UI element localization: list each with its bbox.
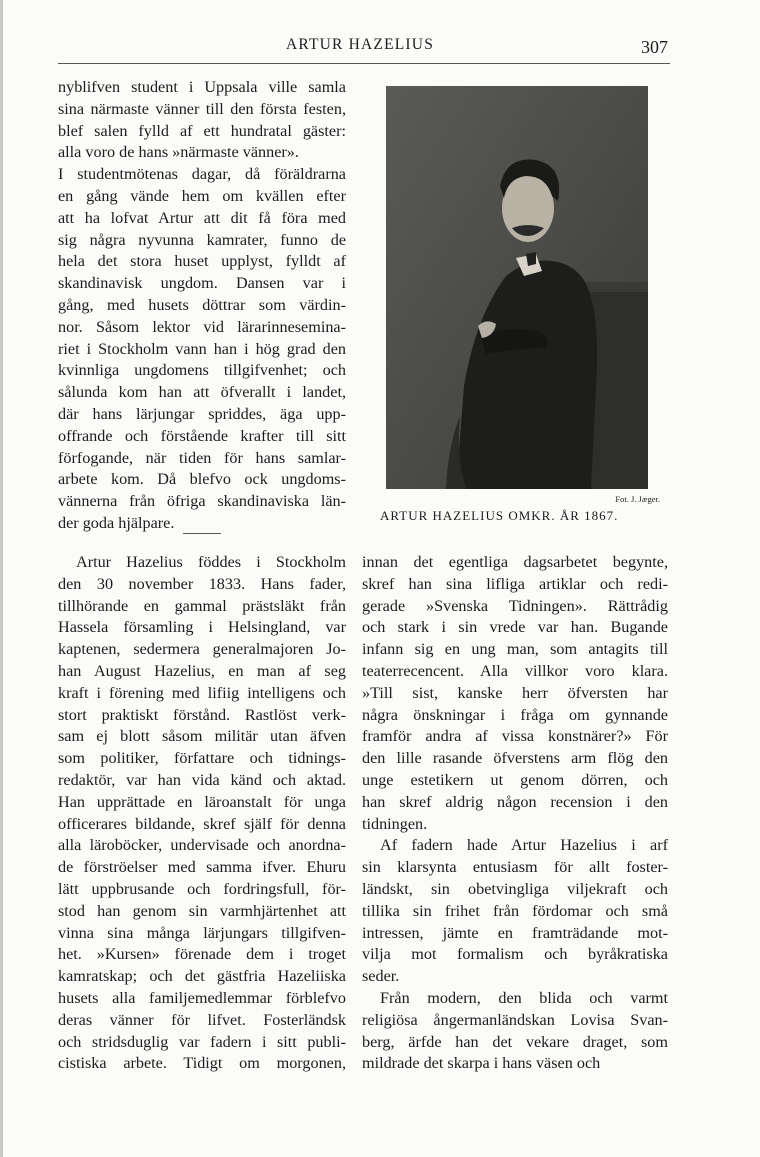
text-line: förfogande, när tiden för hans samlar- xyxy=(58,448,346,467)
text-line: tillika sin frihet från fördomar och små xyxy=(362,901,668,920)
text-line: sig några nyvunna kamrater, funno de xyxy=(58,230,346,249)
text-line: Hassela församling i Helsingland, var xyxy=(58,618,346,637)
text-line: han skref aldrig någon recension i den xyxy=(362,792,668,811)
text-line: teaterrecencent. Alla villkor voro klara. xyxy=(362,661,668,680)
text-line: sam ej blott såsom militär utan äfven xyxy=(58,727,346,746)
text-line: den 30 november 1833. Hans fader, xyxy=(58,574,346,593)
text-line: lätt uppbrusande och fordringsfull, för- xyxy=(58,879,346,898)
text-line: nyblifven student i Uppsala ville samla xyxy=(58,78,346,96)
text-line: några önskningar i fråga om gynnande xyxy=(362,705,668,724)
text-line: framför andra af vissa konstnärer?» För xyxy=(362,727,668,746)
portrait-image xyxy=(386,86,648,489)
text-line: husets alla familjemedlemmar förblefvo xyxy=(58,988,346,1007)
text-line: skandinavisk ungdom. Dansen var i xyxy=(58,274,346,293)
text-line: redaktör, var han vida känd och aktad. xyxy=(58,770,346,789)
text-line: arbete kom. Då blefvo ock ungdoms- xyxy=(58,470,346,489)
text-line: alla läroböcker, undervisade och anordna- xyxy=(58,836,346,855)
text-line: gerade »Svenska Tidningen». Rättrådig xyxy=(362,596,668,615)
text-column-bottom-left xyxy=(58,552,346,1075)
text-line: sin klarsynta entusiasm för allt foster- xyxy=(362,858,668,877)
text-line: att ha lofvat Artur att dit få föra med xyxy=(58,208,346,227)
text-column-bottom-right xyxy=(362,552,668,1075)
text-line: innan det egentliga dagsarbetet begynte, xyxy=(362,553,668,571)
text-column-top-left xyxy=(58,77,346,535)
running-header-title: ARTUR HAZELIUS xyxy=(285,36,435,53)
text-line: och stark i sin vrede var han. Bugande xyxy=(362,618,668,637)
page-number: 307 xyxy=(641,37,668,57)
text-line: ländskt, sin obetvingliga viljekraft och xyxy=(362,879,668,898)
text-line: Artur Hazelius föddes i Stockholm xyxy=(76,553,346,571)
text-line: där hans lärjungar spriddes, äga upp- xyxy=(58,404,346,423)
text-line: stod han genom sin varmhjärtenhet att xyxy=(58,901,346,920)
text-line: skref han sina lifliga artiklar och redi- xyxy=(362,574,668,593)
text-line: Af fadern hade Artur Hazelius i arf xyxy=(380,836,668,855)
text-line: seder. xyxy=(362,967,400,986)
text-line: mildrade det skarpa i hans väsen och xyxy=(362,1054,601,1073)
text-line: der goda hjälpare. xyxy=(58,513,175,532)
text-line: unge estetikern ut genom dörren, och xyxy=(362,770,668,789)
text-line: kaptenen, sedermera generalmajoren Jo- xyxy=(58,640,346,659)
text-line: som politiker, författare och tidnings- xyxy=(58,749,346,768)
text-line: Han upprättade en läroanstalt för unga xyxy=(58,792,346,811)
text-line: gång, med husets döttrar som värdin- xyxy=(58,295,346,314)
text-line: officerares bildande, skref själf för denna xyxy=(58,814,346,833)
text-line: intressen, jämte en framträdande mot- xyxy=(362,923,668,942)
text-line: offrande och förstående krafter till sitt xyxy=(58,426,346,445)
text-line: riet i Stockholm vann han i hög grad den xyxy=(58,339,346,358)
text-line: den lille rasande öfverstens arm flög den xyxy=(362,749,668,768)
text-line: nor. Såsom lektor vid lärarinnesemina- xyxy=(58,317,346,336)
text-line: stort praktiskt förstånd. Rastlöst verk- xyxy=(58,705,346,724)
portrait-photograph xyxy=(386,86,648,489)
text-line: och stridsduglig var fadern i sitt publi- xyxy=(58,1032,346,1051)
text-line: kamratskap; och det gästfria Hazeliiska xyxy=(58,967,346,986)
page-edge-shadow xyxy=(0,0,3,1157)
text-line: kvinnliga ungdomens tillgifvenhet; och xyxy=(58,361,346,380)
text-line: deras vänner för lifvet. Fosterländsk xyxy=(58,1010,346,1029)
text-line: en gång vände hem om kvällen efter xyxy=(58,186,346,205)
text-line: blef salen fylld af ett hundratal gäster: xyxy=(58,121,346,140)
text-line: vännerna från öfriga skandinaviska län- xyxy=(58,492,346,511)
text-line: het. »Kursen» förenade dem i troget xyxy=(58,945,346,964)
text-line: kraft i förening med lifiig intelligens och xyxy=(58,683,346,702)
text-line: vilja mot formalism och byråkratiska xyxy=(362,945,668,964)
text-line: alla voro de hans »närmaste vänner». xyxy=(58,143,299,162)
photo-credit: Fot. J. Jæger. xyxy=(615,494,660,504)
text-line: berg, ärfde han det vekare draget, som xyxy=(362,1032,668,1051)
figure-caption: ARTUR HAZELIUS OMKR. ÅR 1867. xyxy=(380,508,619,523)
text-line: Från modern, den blida och varmt xyxy=(380,988,668,1007)
text-line: tillhörande en gammal prästsläkt från xyxy=(58,596,346,615)
text-line: tidningen. xyxy=(362,814,428,833)
text-line: infann sig en ung man, som antagits till xyxy=(362,640,668,659)
text-line: »Till sist, kanske herr öfversten har xyxy=(362,683,668,702)
section-divider xyxy=(183,533,221,534)
text-line: sina närmaste vänner till den första festen, xyxy=(58,99,346,118)
text-line: I studentmötenas dagar, då föräldrarna xyxy=(58,165,346,184)
text-line: cistiska arbete. Tidigt om morgonen, xyxy=(58,1054,346,1073)
text-line: religiösa ångermanländskan Lovisa Svan- xyxy=(362,1010,668,1029)
header-rule xyxy=(58,63,670,64)
text-line: hela det stora huset upplyst, fylldt af xyxy=(58,252,346,271)
text-line: de förströelser med samma ifver. Ehuru xyxy=(58,858,346,877)
text-line: sålunda kom han att öfverallt i landet, xyxy=(58,383,346,402)
text-line: vinna sina många lärjungars tillgifven- xyxy=(58,923,346,942)
text-line: han August Hazelius, en man af seg xyxy=(58,661,346,680)
